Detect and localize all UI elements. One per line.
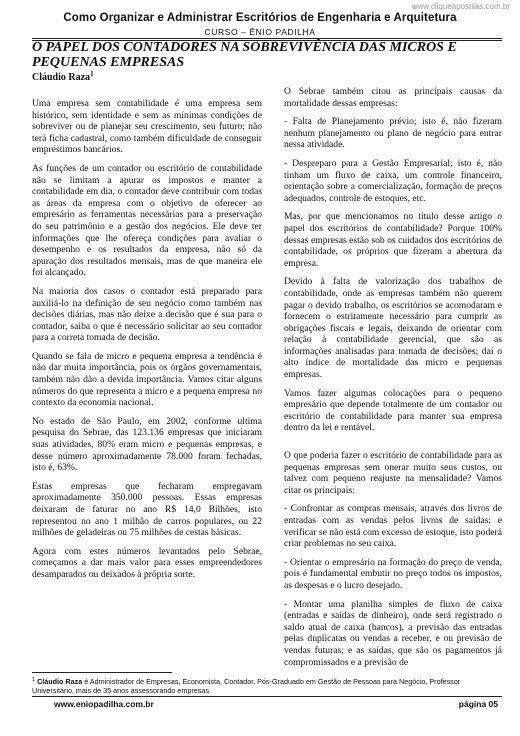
paragraph: No estado de São Paulo, em 2002, conforme ultima pesquisa do Sebrae, das 123.136 empresas que iniciaram suas atividades, 80% eram micro e pequenas empresas, e desse número aproximadamente 78.000 foram fechadas, isto é, 63%.: [32, 415, 262, 474]
author-footnote-mark: 1: [90, 70, 94, 78]
paragraph: Agora com estes números levantados pelo Sebrae, começamos a dar mais valor para esses empreendedores desamparados ou deixados à própria sorte.: [32, 545, 262, 580]
footnote: [32, 676, 502, 695]
document-header-title: Como Organizar e Administrar Escritórios de Engenharia e Arquitetura: [63, 12, 457, 24]
paragraph: Vamos fazer algumas colocações para o pequeno empresário que depende totalmente de um contador ou escritório de contabilidade para manter sua empresa dentro da lei e rentável.: [284, 387, 502, 434]
article-title: O PAPEL DOS CONTADORES NA SOBREVIVÊNCIA DAS MICROS E PEQUENAS EMPRESAS: [32, 40, 457, 70]
watermark-url: www.cliqueapostilas.com.br: [411, 2, 510, 11]
footnote-rule: [32, 672, 172, 673]
paragraph: - Orientar o empresário na formação do preço de venda, pois é fundamental embutir no preço todos os impostos, as despesas e o lucro desejado.: [284, 556, 502, 591]
footnote-author-name: Cláudio Raza: [37, 677, 83, 686]
paragraph: - Falta de Planejamento prévio; isto é, não fizeram nenhum planejamento ou plano de negócio para entrar nessa atividade.: [284, 116, 502, 151]
author-name: Cláudio Raza: [32, 72, 91, 83]
paragraph: Na maioria dos casos o contador está preparado para auxiliá-lo na definição de seu negócio como também nas decisões diárias, mas não deixe a decisão que é sua para o contador, saiba o que é necessário solicitar ao seu contador para a correta tomada de decisão.: [32, 285, 262, 344]
paragraph: Estas empresas que fecharam empregavam aproximadamente 350.000 pessoas. Essas empresas deixaram de faturar no ano R$ 14,0 Bilhões, isto representou no ano 1 milhão de carros populares, ou 22 milhões de geladeiras ou 75 milhões de cestas básicas.: [32, 480, 262, 539]
paragraph: Quando se fala de micro e pequena empresa a tendência é não dar muita importância, pois os órgãos governamentais, também não dão a devida importância. Vamos citar alguns números do que representa a micro e a pequena empresa no contexto da economia nacional.: [32, 350, 262, 409]
paragraph: Uma empresa sem contabilidade é uma empresa sem histórico, sem identidade e sem as mínimas condições de sobreviver ou de planejar seu crescimento, seu futuro; não terá ficha cadastral, como também dificuldade de conseguir empréstimos bancários.: [32, 98, 262, 156]
footer-website-link[interactable]: www.eniopadilha.com.br: [54, 699, 154, 709]
paragraph: O que poderia fazer o escritório de contabilidade para as pequenas empresas sem onerar muito seus custos, ou talvez com pequeno reajuste na mensalidade? Vamos citar os principais:: [284, 450, 502, 496]
paragraph: - Confrontar as compras mensais, através dos livros de entradas com as vendas pelos livros de saídas; e verificar se não está com excesso de estoque, isto poderá criar problemas no seu caixa.: [284, 503, 502, 550]
paragraph: Mas, por que mencionamos no título desse artigo o papel dos escritórios de contabilidade? Porque 100% dessas empresas estão sob os cuidados dos escritórios de contabilidade, os próprios que fizeram a abertura da empresa.: [284, 211, 502, 269]
document-header-subtitle: CURSO – ÊNIO PADILHA: [204, 27, 316, 37]
right-column: [284, 86, 502, 675]
footnote-text: é Administrador de Empresas, Economista, Contador, Pós-Graduado em Gestão de Pessoas para Negócio, Professor Universitário, mais de 35 anos assessorando empresas.: [32, 677, 461, 695]
left-column: [32, 98, 262, 588]
header-rule: [32, 38, 502, 39]
paragraph: - Despreparo para a Gestão Empresarial; isto é, não tinham um fluxo de caixa, um controle financeiro, orientação sobre a comercialização, formação de preços adequados, controle de estoques, etc.: [284, 157, 502, 204]
footer-rule: [32, 696, 502, 697]
paragraph: As funções de um contador ou escritório de contabilidade não se limitam a apurar os impostos e manter a contabilidade em dia, o contador deve contribuir com todas as áreas da empresa com o objetivo de oferecer ao empresário as ferramentas necessárias para a preservação do seu patrimônio e a gestão dos negócios. Ele deve ter informações que lhe ofereça condições para avaliar o desempenho e os resultados da empresa, não só da apuração dos resultados mensais, mas de que maneira ele foi alcançado.: [32, 162, 262, 279]
paragraph: O Sebrae também citou as principais causas da mortalidade dessas empresas:: [284, 86, 502, 109]
paragraph: - Montar uma planilha simples de fluxo de caixa (entradas e saídas de dinheiro), onde será registrado o saldo atual de caixa (bancos), a previsão das entradas pelas duplicatas ou vendas a receber, e ou previsão de vendas futuras; e as saídas, que são os pagamentos já compromissados e a previsão de: [284, 598, 502, 668]
footer-page-number: página 05: [458, 699, 498, 709]
paragraph: Devido à falta de valorização dos trabalhos de contabilidade, onde as empresas também não querem pagar o devido trabalho, os escritórios se acomodaram e fornecem o estritamente necessário para cumprir as obrigações fiscais e legais, deixando de orientar com relação à contabilidade gerencial, que são as informações analisadas para tomada de decisões; daí o alto índice de mortalidade das micro e pequenas empresas.: [284, 276, 502, 381]
article-author: [32, 70, 94, 83]
footnote-mark: 1: [32, 677, 36, 683]
